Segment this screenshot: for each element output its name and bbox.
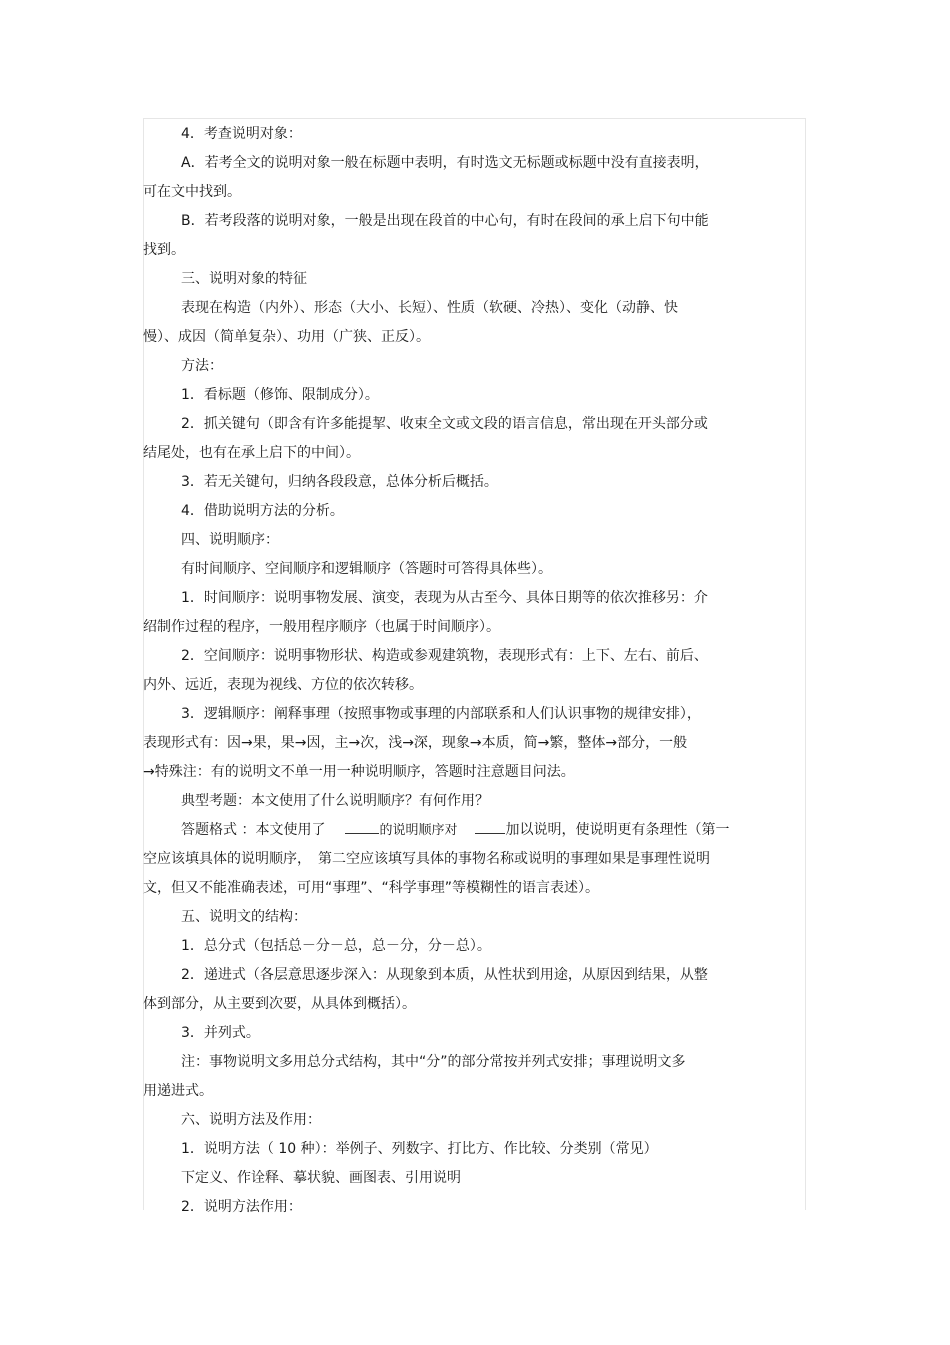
text-line: B．若考段落的说明对象，一般是出现在段首的中心句，有时在段间的承上启下句中能	[181, 213, 709, 229]
text-line: 结尾处，也有在承上启下的中间）。	[143, 445, 360, 461]
answer-blank-1	[345, 819, 379, 834]
text-line: →特殊注：有的说明文不单一用一种说明顺序，答题时注意题目问法。	[143, 764, 575, 780]
answer-suffix: 加以说明，使说明更有条理性（第一	[505, 822, 730, 838]
text-line: 空应该填具体的说明顺序， 第二空应该填写具体的事物名称或说明的事理如果是事理性说明	[143, 851, 710, 867]
text-line: 3．逻辑顺序：阐释事理（按照事物或事理的内部联系和人们认识事物的规律安排），	[181, 706, 701, 722]
text-line: 文，但又不能准确表述，可用“事理”、“科学事理”等模糊性的语言表述）。	[143, 880, 600, 896]
section-heading: 四、说明顺序：	[181, 532, 279, 548]
text-line: 体到部分，从主要到次要，从具体到概括）。	[143, 996, 416, 1012]
text-line: 1．说明方法（ 10 种）：举例子、列数字、打比方、作比较、分类别（常见）	[181, 1141, 658, 1157]
text-line: 方法：	[181, 358, 223, 374]
text-line: 1．总分式（包括总－分－总，总－分，分－总）。	[181, 938, 491, 954]
text-line: 可在文中找到。	[143, 184, 241, 200]
section-heading: 五、说明文的结构：	[181, 909, 307, 925]
answer-prefix: 答题格式 ：本文使用了	[181, 822, 326, 838]
answer-blank-2	[475, 819, 505, 834]
text-line: 3．并列式。	[181, 1025, 260, 1041]
text-line: 1．时间顺序：说明事物发展、演变，表现为从古至今、具体日期等的依次推移另：介	[181, 590, 708, 606]
text-line: 内外、远近，表现为视线、方位的依次转移。	[143, 677, 423, 693]
answer-format-line	[143, 816, 773, 845]
text-line: 绍制作过程的程序，一般用程序顺序（也属于时间顺序）。	[143, 619, 500, 635]
text-line: 2．抓关键句（即含有许多能提挈、收束全文或文段的语言信息，常出现在开头部分或	[181, 416, 708, 432]
section-heading: 三、说明对象的特征	[181, 271, 307, 287]
text-line: 1．看标题（修饰、限制成分）。	[181, 387, 379, 403]
section-heading: 六、说明方法及作用：	[181, 1112, 321, 1128]
document-body	[143, 120, 773, 1222]
text-line: 2．递进式（各层意思逐步深入：从现象到本质，从性状到用途，从原因到结果，从整	[181, 967, 708, 983]
text-line: 典型考题：本文使用了什么说明顺序？有何作用？	[181, 793, 489, 809]
text-line: 有时间顺序、空间顺序和逻辑顺序（答题时可答得具体些）。	[181, 561, 552, 577]
text-line: 注：事物说明文多用总分式结构，其中“分”的部分常按并列式安排；事理说明文多	[181, 1054, 686, 1070]
text-line: 2．说明方法作用：	[181, 1199, 302, 1215]
answer-middle: 的说明顺序对	[379, 823, 458, 838]
text-line: 表现形式有：因→果，果→因，主→次，浅→深，现象→本质，简→繁，整体→部分，一般	[143, 735, 688, 751]
text-line: 4．借助说明方法的分析。	[181, 503, 344, 519]
text-line: 下定义、作诠释、摹状貌、画图表、引用说明	[181, 1170, 461, 1186]
text-line: 找到。	[143, 242, 185, 258]
text-line: 用递进式。	[143, 1083, 213, 1099]
text-line: 2．空间顺序：说明事物形状、构造或参观建筑物，表现形式有：上下、左右、前后、	[181, 648, 708, 664]
text-line: A．若考全文的说明对象一般在标题中表明，有时选文无标题或标题中没有直接表明，	[181, 155, 709, 171]
text-line: 表现在构造（内外）、形态（大小、长短）、性质（软硬、冷热）、变化（动静、快	[181, 300, 678, 316]
text-line: 4．考查说明对象：	[181, 126, 302, 142]
text-line: 慢）、成因（简单复杂）、功用（广狭、正反）。	[143, 329, 430, 345]
text-line: 3．若无关键句，归纳各段段意，总体分析后概括。	[181, 474, 498, 490]
